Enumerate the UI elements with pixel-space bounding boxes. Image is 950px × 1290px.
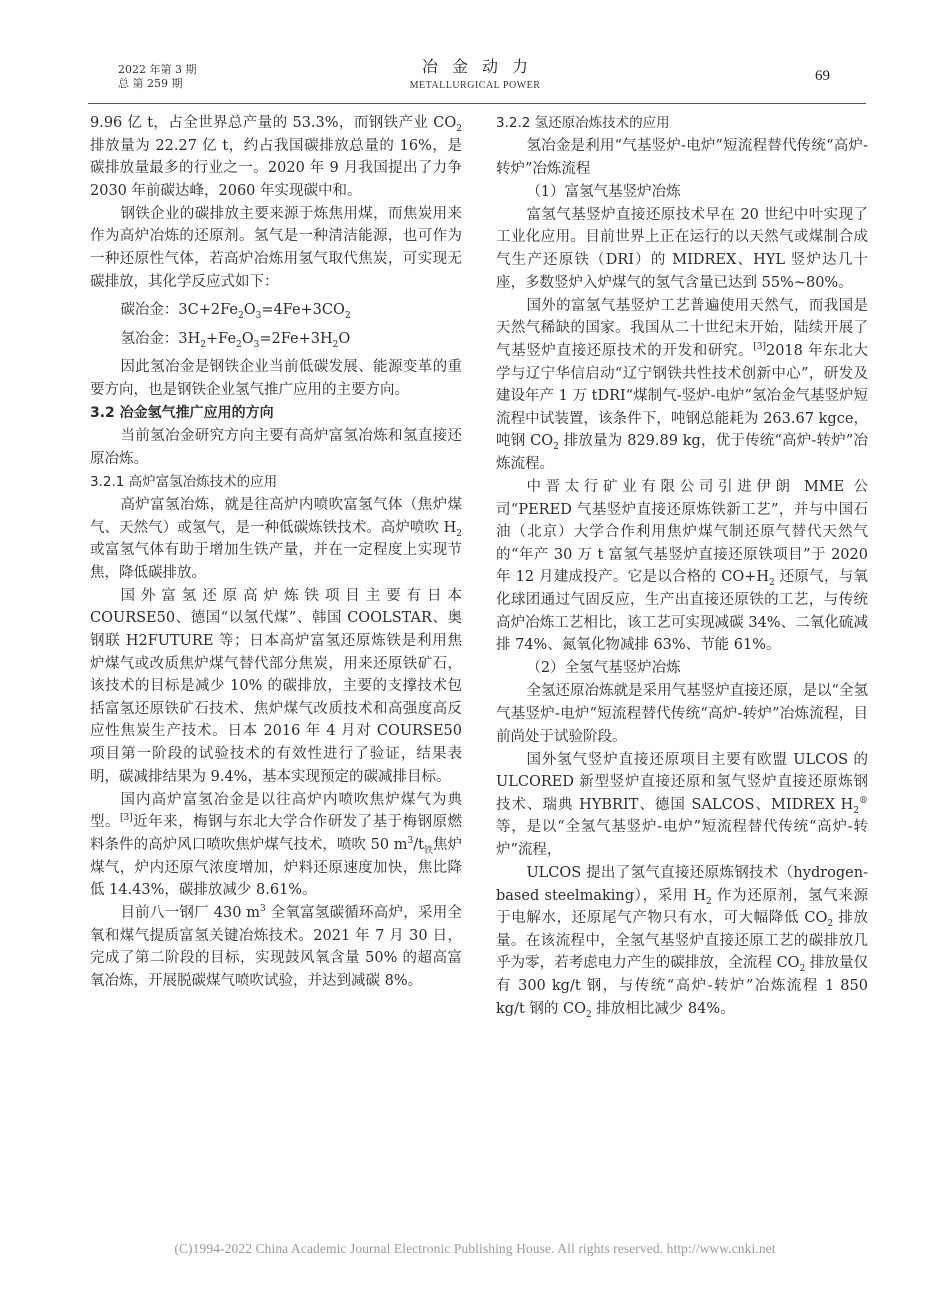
citation[interactable]: [3]	[753, 342, 766, 353]
list-heading: （2）全氢气基竖炉冶炼	[526, 660, 681, 677]
formula-carbon: 碳冶金：$3C+2Fe_2O_3=4Fe+3CO_2$	[120, 302, 351, 322]
list-heading: （1）富氢气基竖炉冶炼	[526, 183, 681, 200]
citation[interactable]: [3]	[119, 813, 133, 824]
subsection-heading: 3.2.1 高炉富氢冶炼技术的应用	[90, 473, 278, 490]
paragraph: 高炉富氢冶炼，就是往高炉内喷吹富氢气体（焦炉煤气、天然气）或氢气，是一种低碳炼铁技术。高炉喷吹 $H_2$ 或富氢气体有助于增加生铁产量，并在一定程度上实现节焦，降低碳排放。	[90, 497, 462, 581]
paragraph: 9.96 亿 t，占全世界总产量的 53.3%，而钢铁产业 $CO_2$ 排放量为 22.27 亿 t，约占我国碳排放总量的 16%，是碳排放量最多的行业之一。2020 年 9 月我国提出了力争 2030 年前碳达峰，2060 年实现碳中和。	[90, 115, 462, 199]
copyright-footer: (C)1994-2022 China Academic Journal Electronic Publishing House. All rights reserved. http://www.cnki.net	[174, 1241, 776, 1256]
paragraph: 国外的富氢气基竖炉工艺普遍使用天然气，而我国是天然气稀缺的国家。我国从二十世纪末开始，陆续开展了气基竖炉直接还原技术的开发和研究。[3]2018 年东北大学与辽宁华信启动“辽宁钢铁共性技术创新中心”，研发及建设年产 1 万 tDRI“煤制气-竖炉-电炉”氢冶金气基竖炉短流程中试装置，该条件下，吨钢总能耗为 263.67 kgce，吨钢 $CO_2$ 排放量为 829.89 kg，优于传统“高炉-转炉”冶炼流程。	[496, 297, 869, 472]
paragraph: ULCOS 提出了氢气直接还原炼钢技术（hydrogen-based steelmaking），采用 $H_2$ 作为还原剂，氢气来源于电解水，还原尾气产物只有水，可大幅降低 $CO_2$ 排放量。在该流程中，全氢气基竖炉直接还原工艺的碳排放几乎为零，若考虑电力产生的碳排放，全流程 $CO_2$ 排放量仅有 300 kg/t 钢，与传统“高炉-转炉”冶炼流程 1 850 kg/t 钢的 $CO_2$ 排放相比减少 84%。	[496, 865, 869, 1020]
section-heading: 3.2 冶金氢气推广应用的方向	[90, 405, 274, 422]
paragraph: 目前八一钢厂 430 $m^3$ 全氧富氢碳循环高炉，采用全氧和煤气提质富氢关键冶炼技术。2021 年 7 月 30 日，完成了第二阶段的目标，实现鼓风氧含量 50% 的超高富氧冶炼，开展脱碳煤气喷吹试验，并达到减碳 8%。	[90, 904, 462, 989]
paragraph: 当前氢冶金研究方向主要有高炉富氢冶炼和氢直接还原冶炼。	[90, 428, 462, 467]
paragraph: 氢冶金是利用“气基竖炉-电炉”短流程替代传统“高炉-转炉”冶炼流程	[496, 138, 868, 177]
paragraph: 因此氢冶金是钢铁企业当前低碳发展、能源变革的重要方向，也是钢铁企业氢气推广应用的主要方向。	[90, 359, 462, 399]
paragraph: 国内高炉富氢冶金是以往高炉内喷吹焦炉煤气为典型。[3]近年来，梅钢与东北大学合作研发了基于梅钢原燃料条件的高炉风口喷吹焦炉煤气技术，喷吹 50 $m^3/t_铁$焦炉煤气，炉内还原气浓度增加，炉料还原速度加快，焦比降低 14.43%，碳排放减少 8.61%。	[90, 791, 463, 899]
header-rule	[88, 103, 866, 104]
paragraph: 中晋太行矿业有限公司引进伊朗 MME 公司“PERED 气基竖炉直接还原炼铁新工艺”，并与中国石油（北京）大学合作利用焦炉煤气制还原气替代天然气的“年产 30 万 t 富氢气基竖炉直接还原铁项目”于 2020 年 12 月建成投产。它是以合格的 $CO+H_2$ 还原气，与氧化球团通过气固反应，生产出直接还原铁的工艺，与传统高炉冶炼工艺相比，该工艺可实现减碳 34%、二氧化硫减排 74%、氮氧化物减排 63%、节能 61%。	[496, 479, 868, 654]
paragraph: 全氢还原冶炼就是采用气基竖炉直接还原，是以“全氢气基竖炉-电炉”短流程替代传统“高炉-转炉”冶炼流程，目前尚处于试验阶段。	[496, 683, 868, 745]
subsection-heading: 3.2.2 氢还原冶炼技术的应用	[496, 115, 670, 131]
left-column	[90, 112, 462, 993]
journal-header	[0, 54, 950, 91]
issue-line-2: 总 第 259 期	[118, 77, 183, 90]
paragraph: 国外氢气竖炉直接还原项目主要有欧盟 ULCOS 的 ULCORED 新型竖炉直接还原和氢气竖炉直接还原炼钢技术、瑞典 HYBRIT、德国 SALCOS、MIDREX $H_2®$等，是以“全氢气基竖炉-电炉”短流程替代传统“高炉-转炉”流程，	[496, 751, 868, 858]
journal-title-en: METALLURGICAL POWER	[409, 80, 541, 91]
page-number: 69	[815, 68, 830, 84]
paragraph: 富氢气基竖炉直接还原技术早在 20 世纪中叶实现了工业化应用。目前世界上正在运行的以天然气或煤制合成气生产还原铁（DRI）的 MIDREX、HYL 竖炉达几十座，多数竖炉入炉煤气的氢气含量已达到 55%~80%。	[496, 206, 868, 291]
right-column	[496, 112, 868, 1021]
issue-line-1: 2022 年第 3 期	[118, 63, 197, 76]
paragraph: 钢铁企业的碳排放主要来源于炼焦用煤，而焦炭用来作为高炉冶炼的还原剂。氢气是一种清洁能源，也可作为一种还原性气体，若高炉冶炼用氢气取代焦炭，可实现无碳排放，其化学反应式如下：	[90, 205, 462, 290]
paragraph: 国外富氢还原高炉炼铁项目主要有日本 COURSE50、德国“以氢代煤”、韩国 COOLSTAR、奥钢联 H2FUTURE 等；日本高炉富氢还原炼铁是利用焦炉煤气或改质焦炉煤气替代部分焦炭，用来还原铁矿石，该技术的目标是减少 10% 的碳排放，主要的支撑技术包括富氢还原铁矿石技术、焦炉煤气改质技术和高强度高反应性焦炭生产技术。日本 2016 年 4 月对 COURSE50 项目第一阶段的试验技术的有效性进行了验证，结果表明，碳减排结果为 9.4%，基本实现预定的碳减排目标。	[90, 587, 462, 785]
journal-title-cn: 冶金动力	[421, 57, 542, 76]
formula-hydrogen: 氢冶金：$3H_2+Fe_2O_3=2Fe+3H_2O$	[120, 330, 351, 350]
